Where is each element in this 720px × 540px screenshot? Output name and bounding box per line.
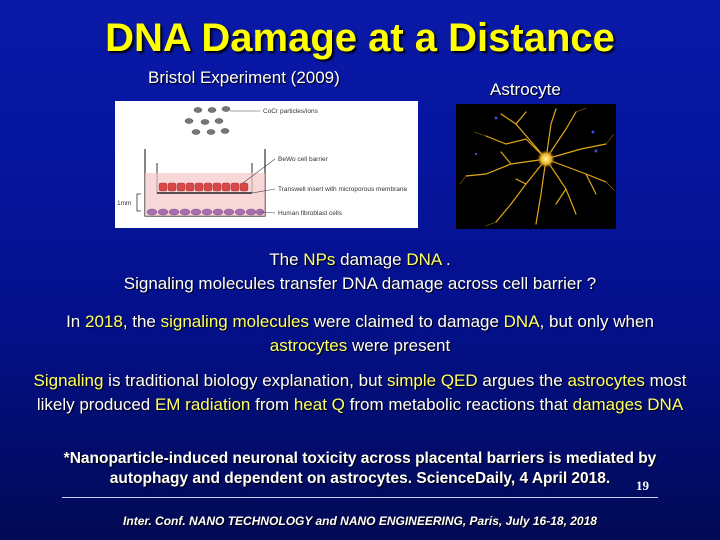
paragraph-2018-claim [40, 310, 680, 358]
p2-highlight-signaling: signaling molecules [160, 312, 309, 331]
footnote-line1: *Nanoparticle-induced neuronal toxicity across placental barriers is mediated by [63, 450, 657, 467]
p1-highlight-dna: DNA [406, 250, 442, 269]
paragraph-nps-damage [10, 248, 710, 296]
bristol-caption: Bristol Experiment (2009) [148, 68, 340, 87]
p2-text: In [66, 312, 85, 331]
paragraph-qed-argument [30, 369, 690, 417]
p2-highlight-2018: 2018 [84, 312, 123, 331]
p2-highlight-astrocytes: astrocytes [269, 336, 348, 355]
footnote-line2: autophagy and dependent on astrocytes. ScienceDaily, 4 April 2018. [109, 470, 611, 487]
p3-text: argues the [477, 371, 568, 390]
footer-divider [62, 497, 658, 498]
p2-text: were claimed to damage [309, 312, 504, 331]
p2-highlight-dna: DNA [503, 312, 540, 331]
p3-text: from metabolic reactions that [344, 395, 573, 414]
p3-highlight-signaling: Signaling [33, 371, 104, 390]
p3-text: most likely produced [36, 371, 687, 414]
paragraph1-line2: Signaling molecules transfer DNA damage across cell barrier ? [123, 274, 597, 293]
page-number: 19 [636, 478, 649, 493]
astrocyte-image [456, 104, 616, 229]
fibroblast-label: Human fibroblast cells [278, 210, 342, 217]
p3-text: is traditional biology explanation, but [103, 371, 387, 390]
p1-text: . [441, 250, 451, 269]
slide-title: DNA Damage at a Distance [105, 16, 615, 60]
p2-text: were present [347, 336, 451, 355]
barrier-label: BeWo cell barrier [278, 156, 328, 163]
p3-highlight-heat: heat Q [293, 395, 345, 414]
experiment-diagram [115, 101, 418, 228]
p3-highlight-damages: damages DNA [572, 395, 684, 414]
particles-group [185, 107, 230, 135]
p3-highlight-em: EM radiation [154, 395, 251, 414]
p1-text: The [269, 250, 304, 269]
p2-text: , the [122, 312, 161, 331]
paragraph1-line1 [10, 248, 710, 272]
p1-highlight-nps: NPs [303, 250, 336, 269]
astrocyte-caption: Astrocyte [490, 80, 561, 99]
scale-label: 1mm [117, 200, 132, 207]
particles-label: CoCr particles/ions [263, 108, 318, 115]
transwell-label: Transwell insert with microporous membrane [278, 186, 408, 193]
footnote [10, 449, 710, 489]
p1-text: damage [335, 250, 407, 269]
p3-text: from [250, 395, 294, 414]
p3-highlight-qed: simple QED [386, 371, 478, 390]
conference-footer: Inter. Conf. NANO TECHNOLOGY and NANO ENGINEERING, Paris, July 16-18, 2018 [123, 514, 597, 528]
p3-highlight-astrocytes: astrocytes [567, 371, 645, 390]
p2-text: , but only when [539, 312, 654, 331]
